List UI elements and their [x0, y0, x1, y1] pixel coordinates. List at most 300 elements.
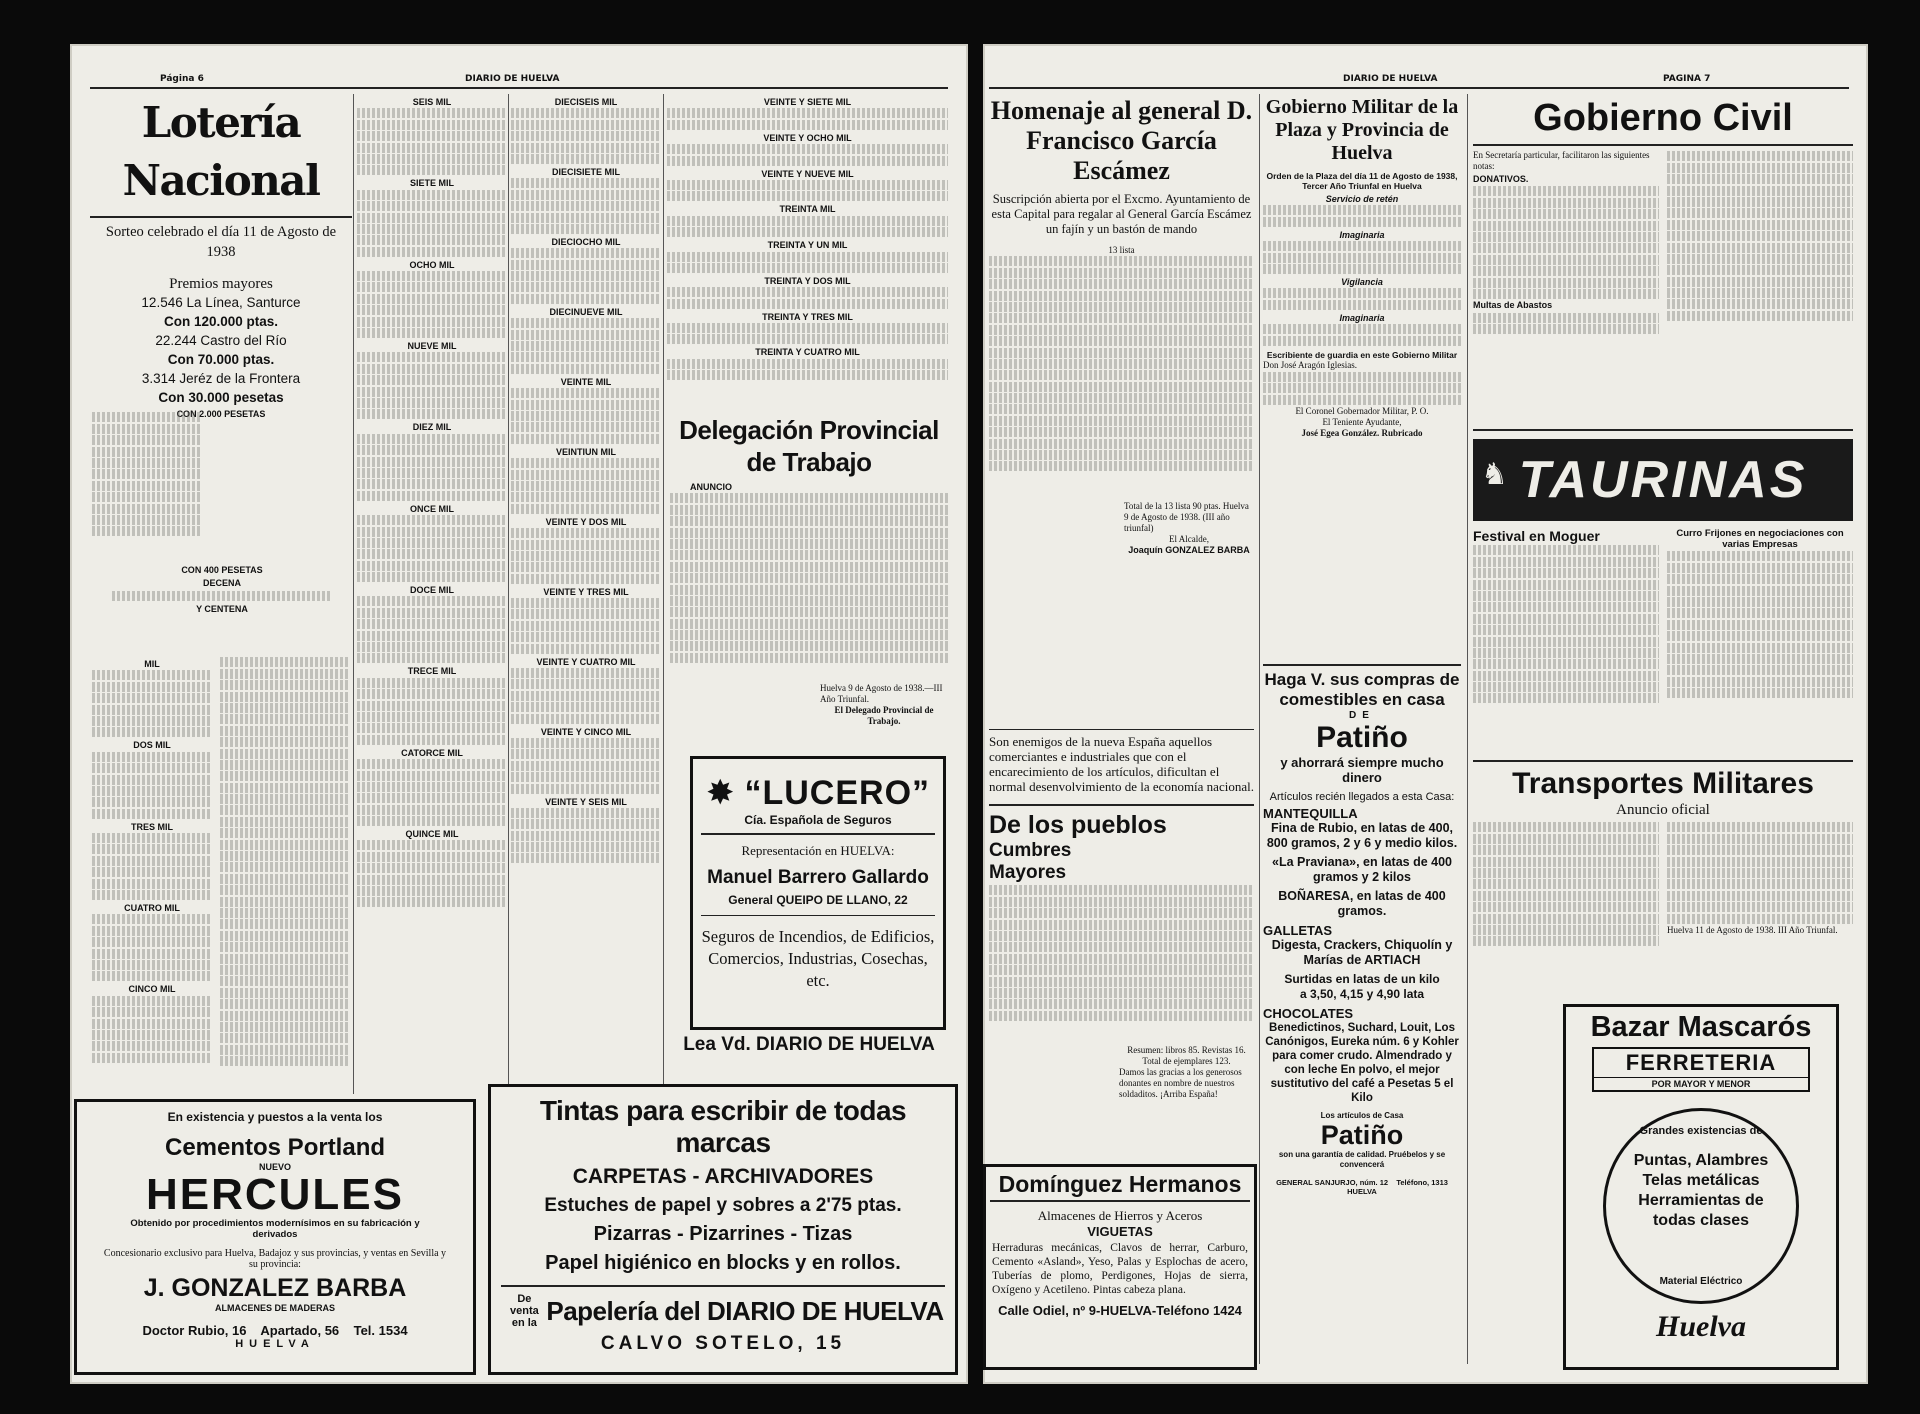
number-line [511, 831, 661, 841]
number-line [357, 108, 507, 118]
number-line [357, 120, 507, 130]
text-line [92, 515, 202, 525]
number-line [357, 154, 507, 164]
homenaje-alcalde: El Alcalde, [1169, 534, 1209, 545]
gobierno-militar-title: Gobierno Militar de la Plaza y Provincia de Huelva [1265, 96, 1459, 164]
tintas-address: CALVO SOTELO, 15 [600, 1333, 846, 1354]
number-line [92, 937, 212, 947]
pueblos-title: De los pueblos [989, 811, 1167, 839]
number-line [511, 470, 661, 480]
lottery-heading: VEINTE Y NUEVE MIL [761, 168, 854, 179]
number-line [357, 235, 507, 245]
delegacion-firma: El Delegado Provincial de Trabajo. [834, 705, 934, 727]
tintas-ad [488, 1084, 958, 1375]
text-line [220, 988, 350, 998]
taurinas-banner [1473, 439, 1853, 521]
loteria-title: Lotería Nacional [122, 98, 320, 205]
lottery-heading: VEINTE Y SIETE MIL [763, 97, 852, 107]
number-line [667, 287, 948, 297]
prize-2-amount: Con 70.000 ptas. [167, 352, 275, 367]
number-line [511, 853, 661, 863]
number-line [357, 642, 507, 652]
number-line [357, 572, 507, 582]
number-line [357, 364, 507, 374]
lucero-name: Manuel Barrero Gallardo [707, 867, 929, 888]
number-line [511, 131, 661, 141]
number-line [511, 551, 661, 561]
number-line [357, 271, 507, 281]
number-line [511, 609, 661, 619]
number-line [511, 621, 661, 631]
right-page [983, 44, 1868, 1384]
number-line [511, 644, 661, 654]
patino-llegados: Artículos recién llegados a esta Casa: [1269, 791, 1455, 803]
number-line [357, 457, 507, 467]
number-line [511, 504, 661, 514]
text-line [989, 1011, 1254, 1021]
number-line [511, 260, 661, 270]
lottery-heading: DOS MIL [133, 740, 171, 751]
text-line [220, 1045, 350, 1055]
bazar-ferreteria: FERRETERIA [1625, 1050, 1777, 1075]
patino-galletas: GALLETAS [1263, 923, 1333, 938]
number-line [92, 890, 212, 900]
hercules-almacenes: ALMACENES DE MADERAS [214, 1303, 335, 1313]
gobierno-civil-donativos: DONATIVOS. [1473, 174, 1529, 184]
lottery-heading: VEINTE Y DOS MIL [545, 516, 627, 527]
number-line [511, 772, 661, 782]
number-line [357, 317, 507, 327]
text-line [670, 573, 948, 583]
number-line [667, 144, 948, 154]
number-line [357, 782, 507, 792]
text-line [989, 279, 1254, 289]
number-line [511, 562, 661, 572]
text-line [989, 313, 1254, 323]
text-line [989, 291, 1254, 301]
number-line [92, 763, 212, 773]
con-400-heading-wrap [92, 562, 352, 614]
number-line [92, 727, 212, 737]
enemigos-note: Son enemigos de la nueva España aquellos comerciantes e industriales que con el encarecimiento de los artículos, dificultan el normal desenvolvimiento de la economía nacional. [989, 734, 1254, 794]
text-line [989, 931, 1254, 941]
patino-digesta: Digesta, Crackers, Chiquolín y Marías de ARTIACH [1271, 938, 1453, 967]
gobierno-militar-section [1263, 96, 1461, 439]
lottery-column-5 [667, 94, 948, 399]
prize-3-amount: Con 30.000 pesetas [158, 390, 284, 405]
text-line [670, 562, 948, 572]
lottery-heading: DIECINUEVE MIL [549, 306, 623, 317]
number-line [357, 387, 507, 397]
bull-icon: ♞ [1481, 457, 1508, 492]
text-line [670, 516, 948, 526]
lottery-places-list [92, 411, 202, 561]
text-line [220, 805, 350, 815]
lottery-heading: TREINTA MIL [779, 204, 836, 215]
number-line [357, 352, 507, 362]
lottery-heading: NUEVE MIL [407, 341, 457, 352]
page-number-left: Página 6 [160, 74, 204, 84]
number-line [511, 668, 661, 678]
pueblos-resumen: Resumen: libros 85. Revistas 16. [1127, 1045, 1246, 1056]
number-line [511, 540, 661, 550]
number-line [511, 434, 661, 444]
lottery-heading: TREINTA Y TRES MIL [762, 311, 853, 322]
text-line [220, 1011, 350, 1021]
text-line [989, 999, 1254, 1009]
number-line [511, 201, 661, 211]
text-line [670, 505, 948, 515]
number-line [511, 458, 661, 468]
number-line [511, 738, 661, 748]
text-line [989, 325, 1254, 335]
number-line [511, 364, 661, 374]
text-line [989, 268, 1254, 278]
dominguez-address: Calle Odiel, nº 9-HUELVA-Teléfono 1424 [998, 1303, 1242, 1318]
delegacion-fecha: Huelva 9 de Agosto de 1938.—III Año Triunfal. [820, 683, 943, 705]
tintas-shop: Papelería del DIARIO DE HUELVA [546, 1295, 944, 1326]
homenaje-total: Total de la 13 lista 90 ptas. Huelva 9 de Agosto de 1938. (III año triunfal) [1124, 501, 1249, 534]
tintas-line5: Papel higiénico en blocks y en rollos. [545, 1252, 901, 1274]
number-line [357, 538, 507, 548]
text-line [220, 851, 350, 861]
text-line [989, 439, 1254, 449]
lottery-heading: SEIS MIL [412, 97, 452, 107]
gobierno-civil-multas: Multas de Abastos [1473, 300, 1553, 311]
number-line [357, 619, 507, 629]
lottery-heading: SIETE MIL [409, 178, 454, 189]
lottery-heading: TREINTA Y UN MIL [767, 240, 848, 251]
teniente: El Teniente Ayudante, [1322, 417, 1402, 428]
delegacion-title: Delegación Provincial de Trabajo [679, 415, 939, 477]
loteria-subtitle: Sorteo celebrado el día 11 de Agosto de 1938 [105, 224, 337, 260]
tintas-title: Tintas para escribir de todas marcas [539, 1095, 907, 1158]
text-line [92, 412, 202, 422]
number-line [92, 914, 212, 924]
lottery-heading: CATORCE MIL [401, 747, 463, 758]
text-line [220, 954, 350, 964]
lottery-heading: DOCE MIL [410, 585, 454, 596]
transportes-title: Transportes Militares [1512, 767, 1814, 800]
lottery-heading: DIECISIETE MIL [551, 166, 620, 177]
lottery-heading: VEINTE Y SEIS MIL [545, 796, 627, 807]
bazar-por-mayor: POR MAYOR Y MENOR [1594, 1077, 1808, 1090]
number-line [357, 213, 507, 223]
tintas-line2: CARPETAS - ARCHIVADORES [572, 1165, 874, 1188]
text-line [989, 336, 1254, 346]
number-line [357, 897, 507, 907]
number-line [92, 693, 212, 703]
text-line [220, 931, 350, 941]
hercules-city: HUELVA [235, 1338, 315, 1350]
patino-articulos: Los artículos de Casa [1320, 1111, 1404, 1120]
number-line [511, 492, 661, 502]
number-line [511, 294, 661, 304]
number-line [511, 190, 661, 200]
homenaje-firma: Joaquín GONZALEZ BARBA [1128, 545, 1250, 556]
number-line [357, 549, 507, 559]
number-line [511, 120, 661, 130]
text-line [670, 550, 948, 560]
number-line [357, 759, 507, 769]
lottery-column-2 [92, 656, 212, 1096]
text-line [220, 749, 350, 759]
dominguez-title: Domínguez Hermanos [998, 1171, 1242, 1197]
taurinas-title: TAURINAS [1518, 451, 1808, 509]
number-line [511, 528, 661, 538]
text-line [670, 596, 948, 606]
text-line [220, 692, 350, 702]
number-line [357, 398, 507, 408]
lottery-heading: TREINTA Y CUATRO MIL [755, 347, 860, 358]
number-line [357, 805, 507, 815]
lottery-heading: DIEZ MIL [412, 422, 452, 433]
text-line [989, 988, 1254, 998]
number-line [357, 875, 507, 885]
number-line [511, 341, 661, 351]
patino-rubio: Fina de Rubio, en latas de 400, 800 gramos, 2 y 6 y medio kilos. [1266, 821, 1458, 850]
pueblos-section [989, 810, 1254, 1100]
bazar-items: Puntas, Alambres Telas metálicas Herramientas de todas clases [1633, 1152, 1769, 1229]
number-line [92, 879, 212, 889]
patino-brand-2: Patiño [1320, 1120, 1404, 1150]
section-reten: Servicio de retén [1325, 194, 1399, 204]
number-line [92, 797, 212, 807]
number-line [357, 631, 507, 641]
text-line [92, 481, 202, 491]
bazar-circle [1603, 1108, 1799, 1304]
lottery-heading: VEINTE Y OCHO MIL [763, 132, 852, 143]
number-line [511, 679, 661, 689]
number-line [357, 678, 507, 688]
prize-1-amount: Con 120.000 ptas. [163, 314, 279, 329]
hercules-nuevo: NUEVO [258, 1162, 291, 1172]
lottery-heading: TRES MIL [131, 821, 173, 832]
left-page [70, 44, 968, 1384]
number-line [92, 1007, 212, 1017]
number-line [92, 971, 212, 981]
number-line [92, 856, 212, 866]
pueblos-sub: Cumbres Mayores [989, 840, 1072, 883]
number-line [667, 334, 948, 344]
number-line [511, 761, 661, 771]
number-line [511, 388, 661, 398]
text-line [989, 897, 1254, 907]
number-line [511, 842, 661, 852]
number-line [357, 852, 507, 862]
text-line [989, 954, 1254, 964]
hercules-conces: Concesionario exclusivo para Huelva, Badajoz y sus provincias, y ventas en Sevilla y su provincia: [103, 1248, 447, 1270]
number-line [667, 263, 948, 273]
text-line [989, 348, 1254, 358]
homenaje-section [989, 96, 1254, 556]
number-line [92, 752, 212, 762]
section-imaginaria-2: Imaginaria [1339, 312, 1385, 323]
number-line [511, 178, 661, 188]
homenaje-title: Homenaje al general D. Francisco García Escámez [990, 96, 1253, 185]
number-line [667, 180, 948, 190]
text-line [989, 382, 1254, 392]
patino-chocolates: CHOCOLATES [1263, 1006, 1354, 1021]
number-line [511, 282, 661, 292]
number-line [357, 479, 507, 489]
lottery-heading: DIECISEIS MIL [554, 97, 618, 107]
number-line [511, 808, 661, 818]
number-line [92, 1030, 212, 1040]
number-line [511, 248, 661, 258]
text-line [92, 447, 202, 457]
number-line [511, 481, 661, 491]
text-line [670, 607, 948, 617]
number-line [511, 632, 661, 642]
bazar-material: Material Eléctrico [1659, 1276, 1743, 1287]
text-line [989, 977, 1254, 987]
section-vigilancia: Vigilancia [1341, 276, 1383, 287]
text-line [989, 404, 1254, 414]
text-line [989, 416, 1254, 426]
number-line [511, 598, 661, 608]
number-line [511, 108, 661, 118]
text-line [220, 794, 350, 804]
tintas-line4: Pizarras - Pizarrines - Tizas [593, 1223, 853, 1245]
text-line [989, 450, 1254, 460]
number-line [667, 191, 948, 201]
transportes-sub: Anuncio oficial [1616, 802, 1710, 818]
gm-firma: José Egea González. Rubricado [1301, 428, 1423, 439]
lottery-heading: VEINTE Y TRES MIL [543, 586, 629, 597]
number-line [667, 120, 948, 130]
number-line [667, 299, 948, 309]
homenaje-intro: Suscripción abierta por el Excmo. Ayuntamiento de esta Capital para regalar al General García Escámez un fajín y un bastón de mando [991, 192, 1252, 236]
text-line [989, 302, 1254, 312]
transportes-fecha: Huelva 11 de Agosto de 1938. III Año Triunfal. [1667, 924, 1838, 935]
lucero-ad [690, 756, 946, 1030]
lottery-column-4 [511, 94, 661, 1034]
number-line [511, 784, 661, 794]
number-line [92, 960, 212, 970]
centena-heading: Y CENTENA [196, 604, 248, 614]
number-line [357, 409, 507, 419]
patino-intro: Haga V. sus compras de comestibles en casa [1264, 670, 1460, 709]
text-line [92, 458, 202, 468]
prize-2-place: 22.244 Castro del Río [155, 333, 287, 348]
hercules-name: J. GONZALEZ BARBA [143, 1274, 407, 1302]
number-line [357, 608, 507, 618]
number-line [357, 863, 507, 873]
lottery-column-2b [220, 656, 350, 1096]
lottery-heading: CUATRO MIL [124, 903, 180, 914]
number-line [357, 735, 507, 745]
con-2000-heading: CON 2.000 PESETAS [176, 409, 266, 419]
lucero-address: General QUEIPO DE LLANO, 22 [728, 893, 908, 907]
text-line [220, 908, 350, 918]
number-line [511, 749, 661, 759]
text-line [220, 1033, 350, 1043]
text-line [989, 908, 1254, 918]
number-line [511, 318, 661, 328]
number-line [357, 840, 507, 850]
text-line [220, 840, 350, 850]
text-line [220, 714, 350, 724]
number-line [357, 793, 507, 803]
lottery-heading: ONCE MIL [410, 503, 454, 514]
number-line [357, 561, 507, 571]
gobierno-militar-orden: Orden de la Plaza del día 11 de Agosto de 1938, Tercer Año Triunfal en Huelva [1266, 171, 1458, 191]
text-line [220, 771, 350, 781]
number-line [357, 165, 507, 175]
curro-frijones: Curro Frijones en negociaciones con varias Empresas [1676, 528, 1844, 550]
number-line [511, 714, 661, 724]
text-line [989, 427, 1254, 437]
star-icon: ✸ [705, 773, 735, 813]
text-line [670, 528, 948, 538]
number-line [357, 596, 507, 606]
patino-brand: Patiño [1316, 721, 1408, 754]
lottery-heading: OCHO MIL [409, 259, 455, 270]
number-line [357, 653, 507, 663]
text-line [220, 1056, 350, 1066]
text-line [92, 469, 202, 479]
lottery-heading: VEINTE Y CUATRO MIL [536, 656, 636, 667]
bazar-city: Huelva [1656, 1310, 1746, 1343]
gobierno-civil-intro: En Secretaría particular, facilitaron las siguientes notas: [1473, 150, 1650, 171]
lucero-company: Cía. Española de Seguros [744, 813, 892, 827]
gobierno-civil-title: Gobierno Civil [1533, 97, 1793, 139]
taurinas-body [1473, 528, 1853, 705]
text-line [989, 942, 1254, 952]
patino-surtidas: Surtidas en latas de un kilo [1284, 972, 1440, 986]
lottery-heading: TREINTA Y DOS MIL [764, 275, 851, 286]
number-line [667, 108, 948, 118]
number-line [357, 515, 507, 525]
number-line [92, 867, 212, 877]
section-imaginaria-1: Imaginaria [1339, 229, 1385, 240]
text-line [220, 885, 350, 895]
text-line [670, 619, 948, 629]
text-line [220, 783, 350, 793]
lottery-heading: CINCO MIL [128, 984, 176, 995]
number-line [511, 352, 661, 362]
dominguez-body: Herraduras mecánicas, Clavos de herrar, Carburo, Cemento «Asland», Yeso, Palas y Esplochas de acero, Tuberías de plomo, Perdigones, Hojas de sierra, Oxígeno y Acetileno. Pintas cabeza plana. [992, 1242, 1248, 1296]
number-line [92, 682, 212, 692]
number-line [92, 1053, 212, 1063]
text-line [220, 976, 350, 986]
number-line [357, 224, 507, 234]
hercules-address: Doctor Rubio, 16 Apartado, 56 Tel. 1534 [142, 1323, 408, 1338]
number-line [92, 1019, 212, 1029]
text-line [989, 370, 1254, 380]
number-line [357, 375, 507, 385]
number-line [357, 247, 507, 257]
patino-praviana: «La Praviana», en latas de 400 gramos y 2 kilos [1272, 855, 1452, 884]
number-line [92, 809, 212, 819]
text-line [989, 461, 1254, 471]
text-line [220, 874, 350, 884]
number-line [667, 370, 948, 380]
bazar-arc: Grandes existencias de [1639, 1125, 1763, 1137]
text-line [92, 526, 202, 536]
text-line [220, 737, 350, 747]
number-line [92, 786, 212, 796]
number-line [357, 445, 507, 455]
hercules-brand: HERCULES [145, 1170, 405, 1219]
number-line [92, 996, 212, 1006]
dominguez-ad [983, 1164, 1257, 1370]
patino-precios: a 3,50, 4,15 y 4,90 lata [1299, 987, 1425, 1001]
text-line [220, 703, 350, 713]
text-line [670, 493, 948, 503]
text-line [220, 897, 350, 907]
